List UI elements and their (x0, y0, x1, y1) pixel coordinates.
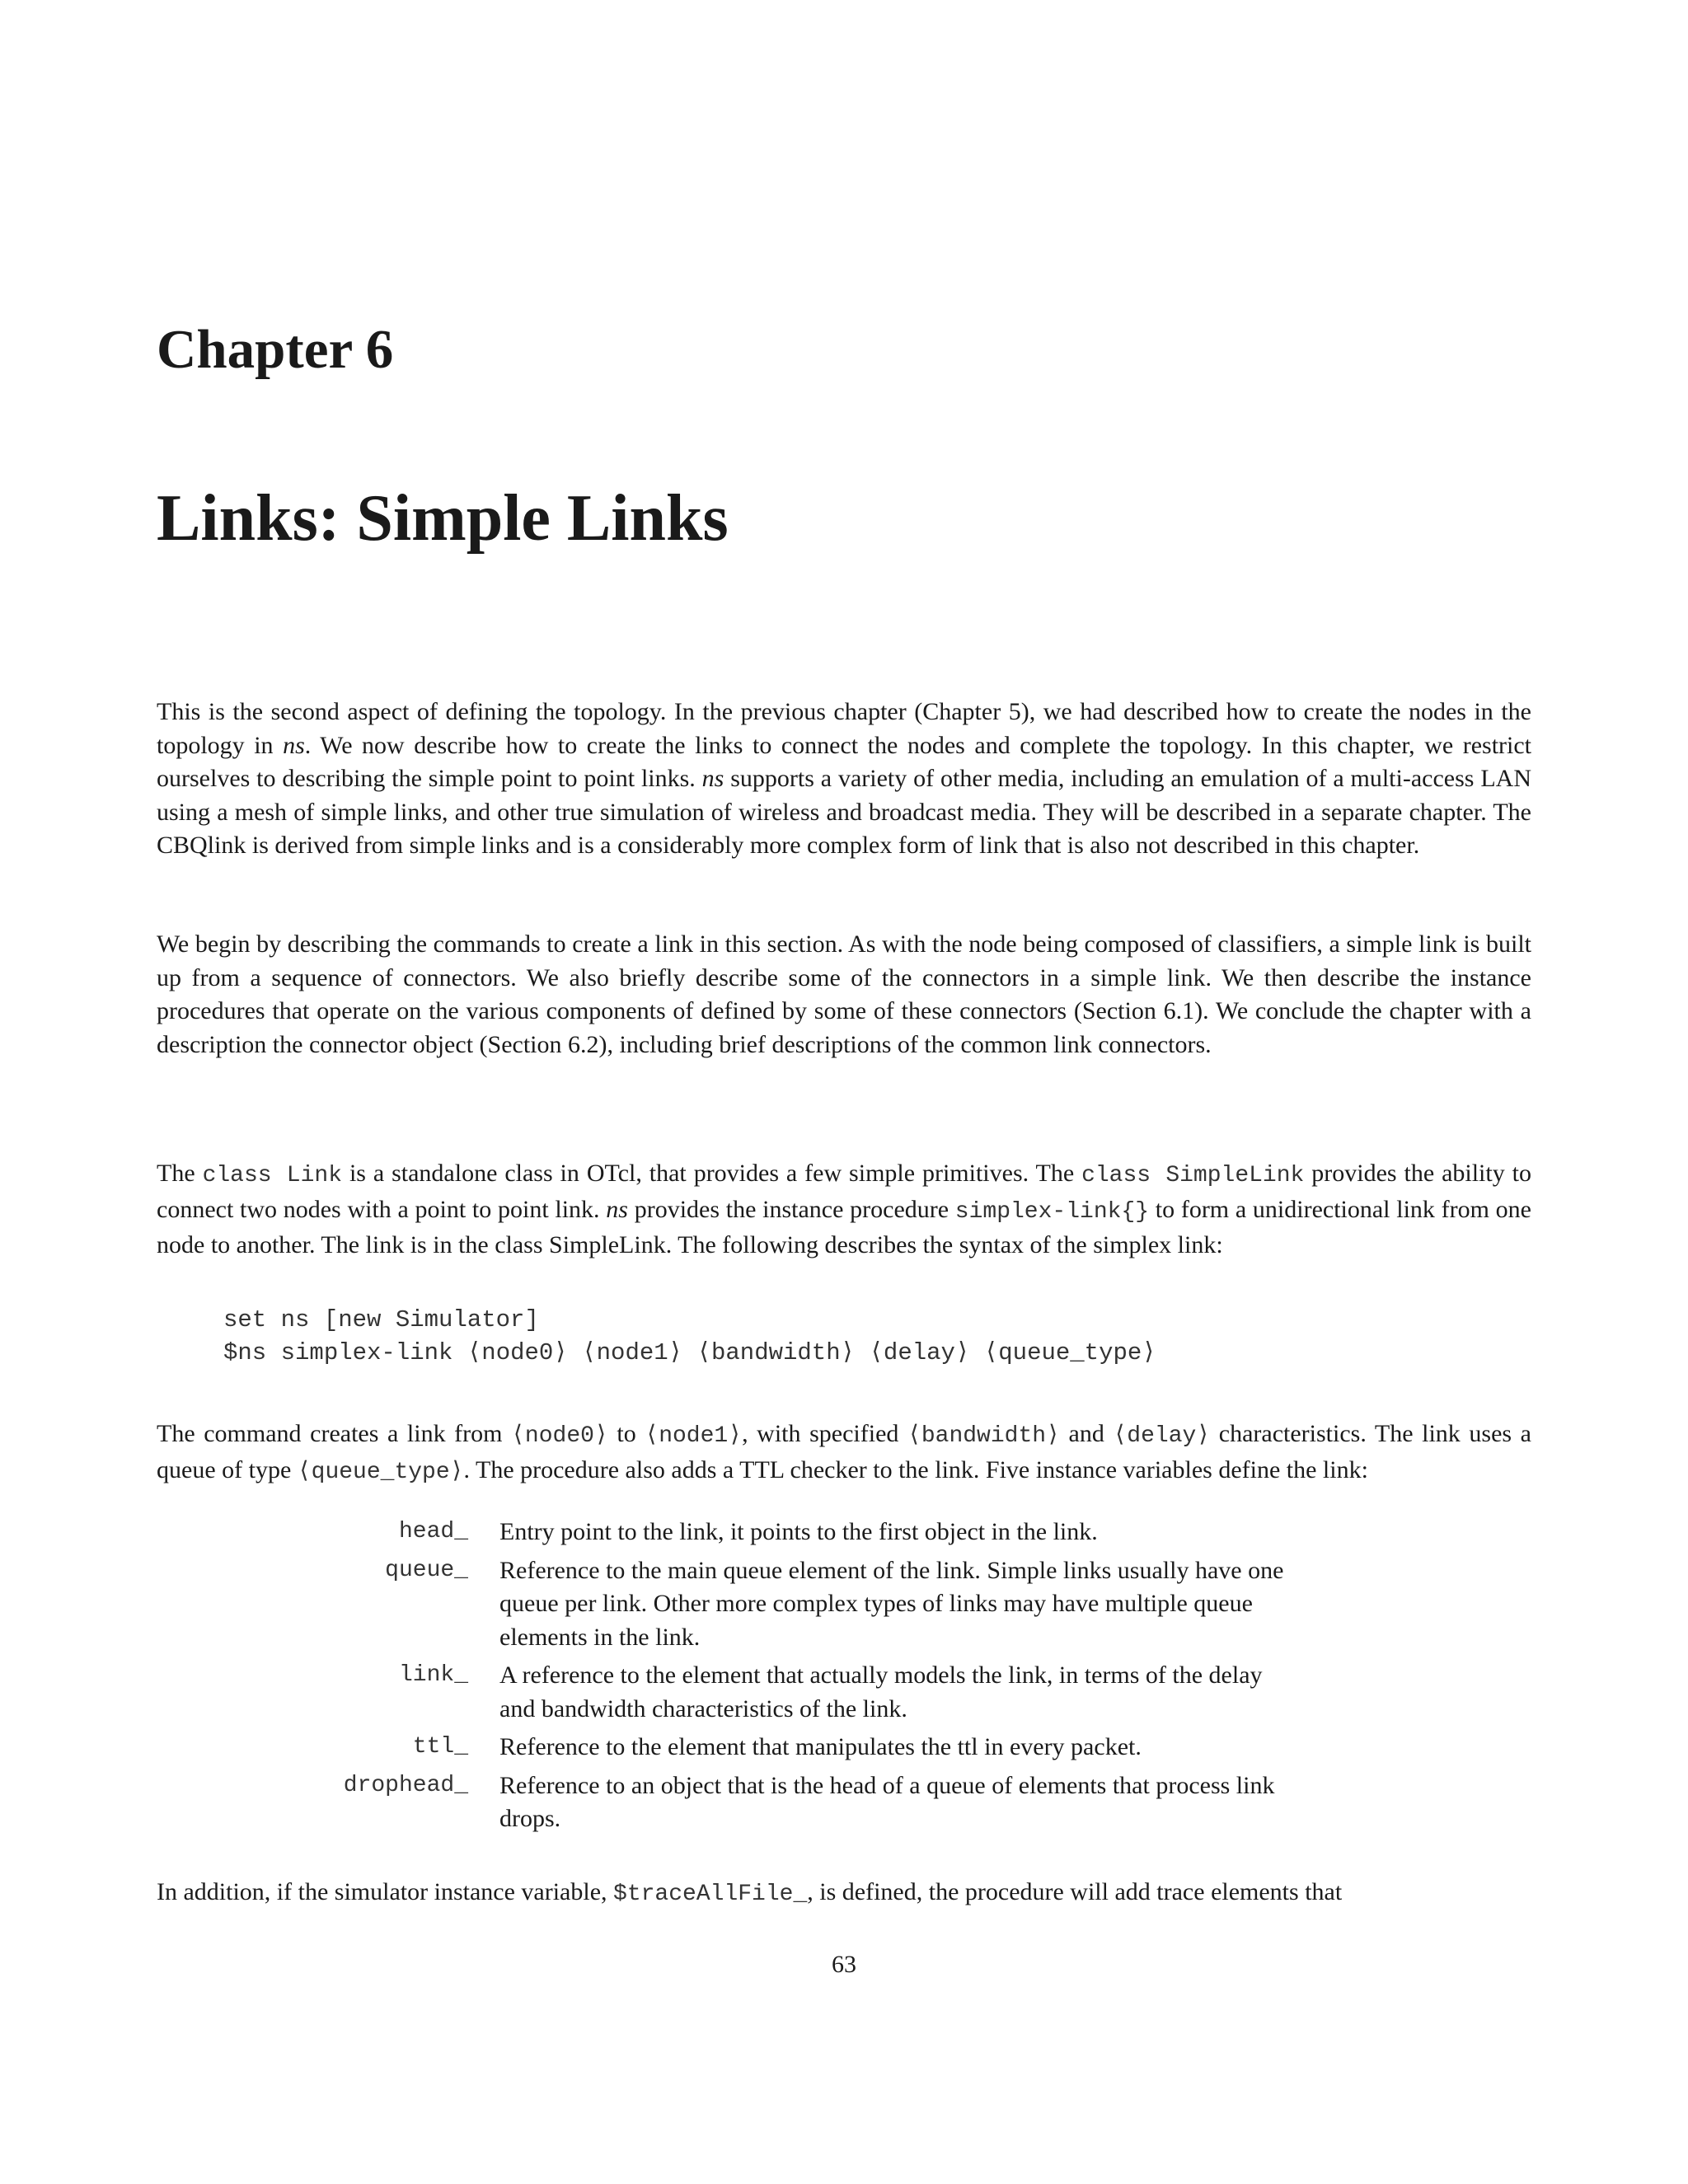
inline-code: ⟨queue_type⟩ (297, 1459, 464, 1485)
code-block (223, 1304, 1156, 1370)
instance-variable-row (157, 1731, 1393, 1765)
inline-code: ⟨bandwidth⟩ (907, 1423, 1060, 1449)
inline-code: class Link (202, 1163, 343, 1188)
inline-code: $traceAllFile_ (613, 1882, 808, 1907)
inline-code: ⟨delay⟩ (1113, 1423, 1211, 1449)
instance-variable-row (157, 1516, 1393, 1549)
variable-description: Reference to the main queue element of the link. Simple links usually have one queue per link. Other more complex types of links may have multiple queue elements in the link. (499, 1556, 1284, 1651)
variable-description: A reference to the element that actually models the link, in terms of the delay and bandwidth characteristics of the link. (499, 1661, 1263, 1722)
chapter-title: Links: Simple Links (157, 482, 729, 555)
overview-paragraph: We begin by describing the commands to create a link in this section. As with the node being composed of classifiers, a simple link is built up from a sequence of connectors. We also briefly describe some of the connectors in a simple link. We then describe the instance procedures that operate on the various components of defined by some of these connectors (Section 6.1). We conclude the chapter with a description the connector object (Section 6.2), including brief descriptions of the common link connectors. (157, 930, 1531, 1058)
trace-paragraph: In addition, if the simulator instance variable, $traceAllFile_, is defined, the procedure will add trace elements that (157, 1878, 1343, 1907)
instance-variables-list (157, 1516, 1393, 1841)
inline-code: class SimpleLink (1081, 1163, 1305, 1188)
instance-variable-row (157, 1554, 1393, 1655)
variable-name: head_ (398, 1519, 468, 1544)
variable-description: Reference to an object that is the head of a queue of elements that process link drops. (499, 1771, 1275, 1832)
variable-description: Reference to the element that manipulates the ttl in every packet. (499, 1733, 1142, 1760)
variable-name: ttl_ (412, 1734, 468, 1760)
chapter-number: Chapter 6 (157, 319, 394, 380)
code-line: $ns simplex-link ⟨node0⟩ ⟨node1⟩ ⟨bandwidth⟩ ⟨delay⟩ ⟨queue_type⟩ (223, 1339, 1156, 1366)
instance-variable-row (157, 1659, 1393, 1726)
variable-name: queue_ (385, 1557, 468, 1583)
ns-italic: ns (701, 765, 724, 792)
command-description-paragraph: The command creates a link from ⟨node0⟩ to ⟨node1⟩, with specified ⟨bandwidth⟩ and ⟨delay⟩ characteristics. The link uses a queue of type ⟨queue_type⟩. The procedure also adds a TTL checker to the link. Five instance variables define the link: (157, 1420, 1531, 1485)
ns-italic: ns (283, 731, 305, 759)
class-link-paragraph: The class Link is a standalone class in OTcl, that provides a few simple primitives. The class SimpleLink provides the ability to connect two nodes with a point to point link. ns provides the instance procedure simplex-link{} to form a unidirectional link from one node to another. The link is in the class SimpleLink. The following describes the syntax of the simplex link: (157, 1160, 1531, 1258)
variable-name: link_ (398, 1662, 468, 1688)
inline-code: ⟨node1⟩ (645, 1423, 743, 1449)
intro-paragraph: This is the second aspect of defining the topology. In the previous chapter (Chapter 5), we had described how to create the nodes in the topology in ns. We now describe how to create the links to connect the nodes and complete the topology. In this chapter, we restrict ourselves to describing the simple point to point links. ns supports a variety of other media, including an emulation of a multi-access LAN using a mesh of simple links, and other true simulation of wireless and broadcast media. They will be described in a separate chapter. The CBQlink is derived from simple links and is a considerably more complex form of link that is also not described in this chapter. (157, 698, 1532, 859)
variable-description: Entry point to the link, it points to the first object in the link. (499, 1518, 1098, 1545)
inline-code: simplex-link{} (954, 1198, 1150, 1225)
variable-name: drophead_ (343, 1772, 468, 1798)
page-number: 63 (832, 1951, 856, 1978)
code-line: set ns [new Simulator] (223, 1306, 539, 1333)
inline-code: ⟨node0⟩ (511, 1423, 608, 1449)
instance-variable-row (157, 1769, 1393, 1836)
ns-italic: ns (606, 1195, 628, 1223)
